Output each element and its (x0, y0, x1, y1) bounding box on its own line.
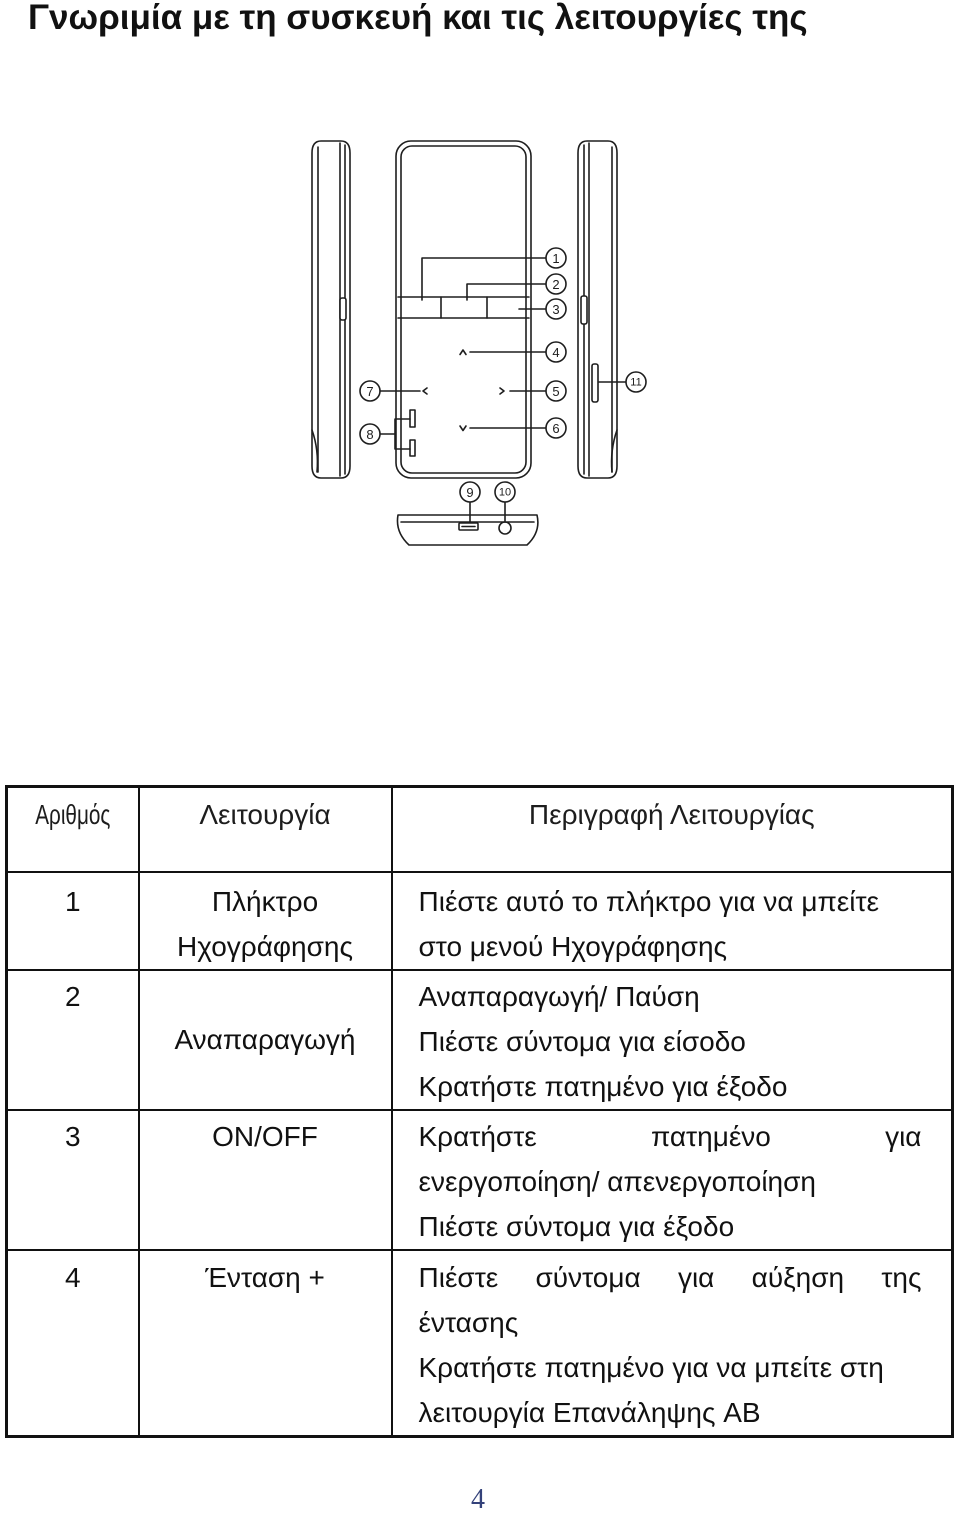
row-function (139, 1110, 392, 1250)
table-row (7, 872, 953, 970)
table-row (7, 970, 953, 1110)
description-line: Κρατήστε πατημένο για (418, 1120, 922, 1152)
description-line: έντασης (418, 1306, 519, 1338)
callout-7-label: 7 (366, 384, 374, 399)
header-description: Περιγραφή Λειτουργίας (392, 787, 953, 872)
header-number (7, 787, 139, 872)
row-number (7, 970, 139, 1110)
row-number-label: 2 (64, 980, 81, 1012)
callout-1-label: 1 (552, 251, 560, 266)
callout-6-label: 6 (552, 421, 560, 436)
page-title: Γνωριμία με τη συσκευή και τις λειτουργίες της (28, 0, 808, 37)
description-line: στο μενού Ηχογράφησης (418, 930, 728, 962)
description-line: ενεργοποίηση/ απενεργοποίηση (418, 1165, 816, 1197)
row-number-label: 3 (64, 1120, 81, 1152)
callout-5-label: 5 (552, 384, 560, 399)
description-line: Πιέστε σύντομα για είσοδο (418, 1025, 746, 1057)
row-function (139, 970, 392, 1110)
row-number (7, 872, 139, 970)
callout-11-label: 11 (630, 376, 642, 389)
callout-10-label: 10 (498, 486, 512, 499)
function-line: Πλήκτρο (211, 885, 319, 917)
header-number-label: Αριθμός (35, 799, 111, 830)
row-description (392, 970, 953, 1110)
function-line: ON/OFF (212, 1120, 318, 1152)
device-diagram (0, 130, 960, 560)
page-number: 4 (471, 1484, 485, 1515)
right-side-slot (592, 364, 598, 402)
device-bottom-view (397, 515, 537, 545)
description-line: λειτουργία Επανάληψης AB (418, 1396, 761, 1428)
function-line: Αναπαραγωγή (174, 1024, 356, 1055)
row-description (392, 872, 953, 970)
description-line: Αναπαραγωγή/ Παύση (418, 980, 700, 1012)
callout-8-label: 8 (366, 427, 374, 442)
callout-9-label: 9 (466, 485, 474, 500)
callout-4-label: 4 (552, 345, 560, 360)
row-description (392, 1110, 953, 1250)
header-function: Λειτουργία (139, 787, 392, 872)
function-line: Ένταση + (205, 1261, 325, 1293)
description-line: Πιέστε σύντομα για έξοδο (418, 1210, 735, 1242)
row-number (7, 1250, 139, 1437)
description-line: Κρατήστε πατημένο για έξοδο (418, 1070, 788, 1102)
functions-table (5, 785, 954, 1438)
device-right-side-view (578, 141, 617, 478)
table-row (7, 1250, 953, 1437)
table-header-row (7, 787, 953, 872)
callout-2-label: 2 (552, 277, 560, 292)
row-description (392, 1250, 953, 1437)
right-side-button (581, 296, 587, 324)
row-number-label: 4 (64, 1261, 81, 1293)
row-number (7, 1110, 139, 1250)
function-line: Ηχογράφησης (177, 930, 353, 962)
row-number-label: 1 (64, 885, 81, 917)
row-function (139, 1250, 392, 1437)
row-function (139, 872, 392, 970)
table-row (7, 1110, 953, 1250)
left-side-button (340, 298, 346, 320)
device-left-side-view (312, 141, 350, 478)
callout-3-label: 3 (552, 302, 560, 317)
description-line: Κρατήστε πατημένο για να μπείτε στη (418, 1351, 884, 1383)
description-line: Πιέστε σύντομα για αύξηση της (418, 1261, 922, 1293)
description-line: Πιέστε αυτό το πλήκτρο για να μπείτε (418, 885, 880, 917)
